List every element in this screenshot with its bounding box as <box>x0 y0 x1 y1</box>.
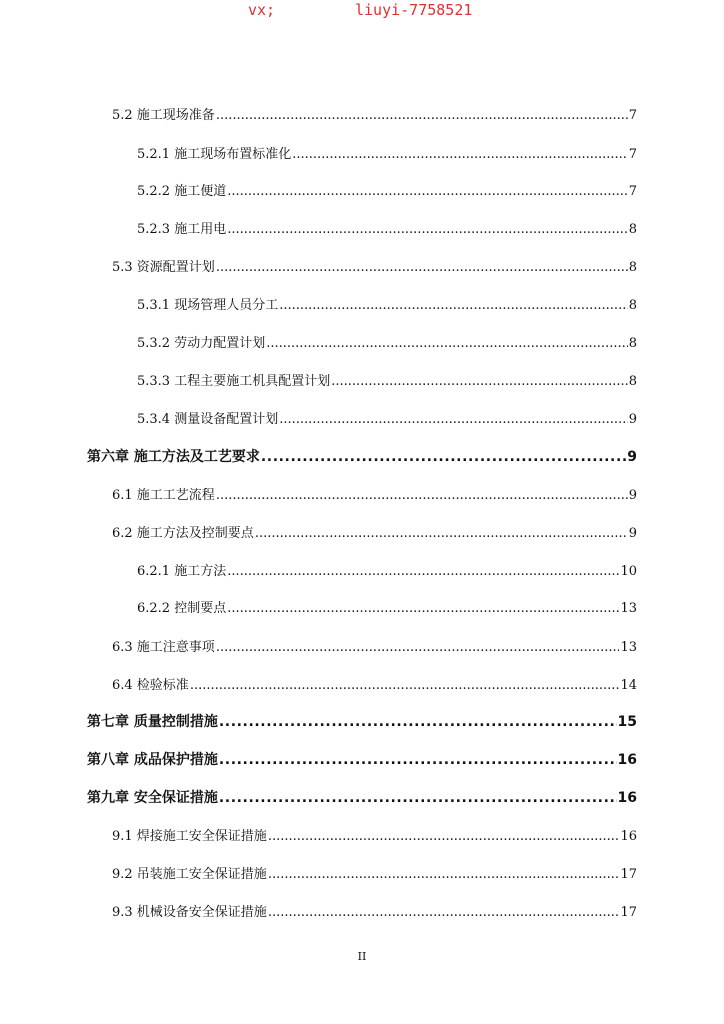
toc-chapter-page: 15 <box>617 714 637 730</box>
toc-entry[interactable] <box>137 294 637 316</box>
toc-entry-label: 6.2 施工方法及控制要点 <box>112 526 254 541</box>
toc-entry-page: 14 <box>620 678 637 693</box>
toc-entry[interactable] <box>137 408 637 430</box>
toc-entry[interactable] <box>112 863 637 885</box>
toc-entry[interactable] <box>137 180 637 202</box>
toc-leader-dots <box>266 336 628 351</box>
toc-chapter-entry[interactable] <box>87 749 637 771</box>
toc-leader-dots <box>268 867 620 882</box>
toc-entry-label: 9.3 机械设备安全保证措施 <box>112 905 267 920</box>
toc-entry[interactable] <box>112 825 637 847</box>
toc-chapter-page: 16 <box>617 790 637 806</box>
toc-leader-dots <box>268 905 620 920</box>
toc-entry-label: 5.3.4 测量设备配置计划 <box>137 412 279 427</box>
toc-entry-page: 9 <box>628 526 637 541</box>
page-number: II <box>357 950 367 963</box>
toc-leader-dots <box>219 714 617 730</box>
toc-entry-page: 7 <box>628 147 637 162</box>
toc-entry[interactable] <box>112 256 637 278</box>
toc-entry[interactable] <box>137 218 637 240</box>
toc-leader-dots <box>279 412 628 427</box>
toc-leader-dots <box>227 564 619 579</box>
toc-entry[interactable] <box>112 636 637 658</box>
toc-entry-label: 6.1 施工工艺流程 <box>112 488 215 503</box>
toc-entry-page: 8 <box>628 260 637 275</box>
toc-entry-page: 16 <box>620 829 637 844</box>
toc-leader-dots <box>216 488 628 503</box>
toc-entry[interactable] <box>137 143 637 165</box>
toc-entry[interactable] <box>137 560 637 582</box>
toc-leader-dots <box>219 790 617 806</box>
toc-entry-page: 17 <box>620 867 637 882</box>
toc-entry-label: 5.3.1 现场管理人员分工 <box>137 298 279 313</box>
toc-leader-dots <box>219 752 617 768</box>
toc-leader-dots <box>227 601 619 616</box>
toc-entry[interactable] <box>137 597 637 619</box>
toc-chapter-label: 第七章 质量控制措施 <box>87 714 218 730</box>
toc-leader-dots <box>292 147 628 162</box>
toc-entry-label: 6.4 检验标准 <box>112 678 189 693</box>
toc-leader-dots <box>268 829 620 844</box>
toc-entry-label: 5.2.1 施工现场布置标准化 <box>137 147 292 162</box>
toc-entry[interactable] <box>112 104 637 126</box>
toc-chapter-page: 9 <box>627 449 637 465</box>
toc-entry[interactable] <box>137 332 637 354</box>
toc-chapter-page: 16 <box>617 752 637 768</box>
toc-chapter-label: 第九章 安全保证措施 <box>87 790 218 806</box>
toc-entry-page: 8 <box>628 336 637 351</box>
toc-leader-dots <box>255 526 628 541</box>
toc-entry-label: 5.2 施工现场准备 <box>112 108 215 123</box>
toc-leader-dots <box>227 184 628 199</box>
toc-leader-dots <box>216 640 620 655</box>
toc-entry-page: 17 <box>620 905 637 920</box>
toc-entry-page: 8 <box>628 374 637 389</box>
toc-entry[interactable] <box>137 370 637 392</box>
toc-entry-page: 7 <box>628 108 637 123</box>
toc-entry-page: 13 <box>620 601 637 616</box>
toc-chapter-entry[interactable] <box>87 446 637 468</box>
toc-leader-dots <box>216 108 628 123</box>
toc-leader-dots <box>261 449 626 465</box>
toc-entry-label: 5.3 资源配置计划 <box>112 260 215 275</box>
watermark-right-text: liuyi-7758521 <box>355 1 473 19</box>
toc-leader-dots <box>331 374 628 389</box>
toc-entry-label: 5.2.3 施工用电 <box>137 222 227 237</box>
toc-chapter-label: 第六章 施工方法及工艺要求 <box>87 449 260 465</box>
toc-entry-page: 10 <box>620 564 637 579</box>
toc-entry[interactable] <box>112 674 637 696</box>
toc-entry-label: 5.3.3 工程主要施工机具配置计划 <box>137 374 331 389</box>
toc-entry-page: 13 <box>620 640 637 655</box>
toc-entry-page: 8 <box>628 298 637 313</box>
toc-entry[interactable] <box>112 522 637 544</box>
toc-entry-label: 9.2 吊装施工安全保证措施 <box>112 867 267 882</box>
toc-chapter-entry[interactable] <box>87 787 637 809</box>
toc-entry[interactable] <box>112 901 637 923</box>
toc-entry-label: 6.3 施工注意事项 <box>112 640 215 655</box>
toc-entry-page: 8 <box>628 222 637 237</box>
toc-entry-label: 5.3.2 劳动力配置计划 <box>137 336 266 351</box>
toc-entry-label: 6.2.1 施工方法 <box>137 564 227 579</box>
toc-entry-label: 5.2.2 施工便道 <box>137 184 227 199</box>
toc-entry-label: 6.2.2 控制要点 <box>137 601 227 616</box>
toc-leader-dots <box>279 298 628 313</box>
toc-leader-dots <box>227 222 628 237</box>
watermark-left-text: vx; <box>248 1 276 19</box>
toc-entry-page: 7 <box>628 184 637 199</box>
toc-chapter-entry[interactable] <box>87 711 637 733</box>
toc-entry-page: 9 <box>628 488 637 503</box>
toc-entry-page: 9 <box>628 412 637 427</box>
toc-leader-dots <box>216 260 628 275</box>
toc-leader-dots <box>190 678 620 693</box>
toc-entry[interactable] <box>112 484 637 506</box>
toc-chapter-label: 第八章 成品保护措施 <box>87 752 218 768</box>
toc-entry-label: 9.1 焊接施工安全保证措施 <box>112 829 267 844</box>
